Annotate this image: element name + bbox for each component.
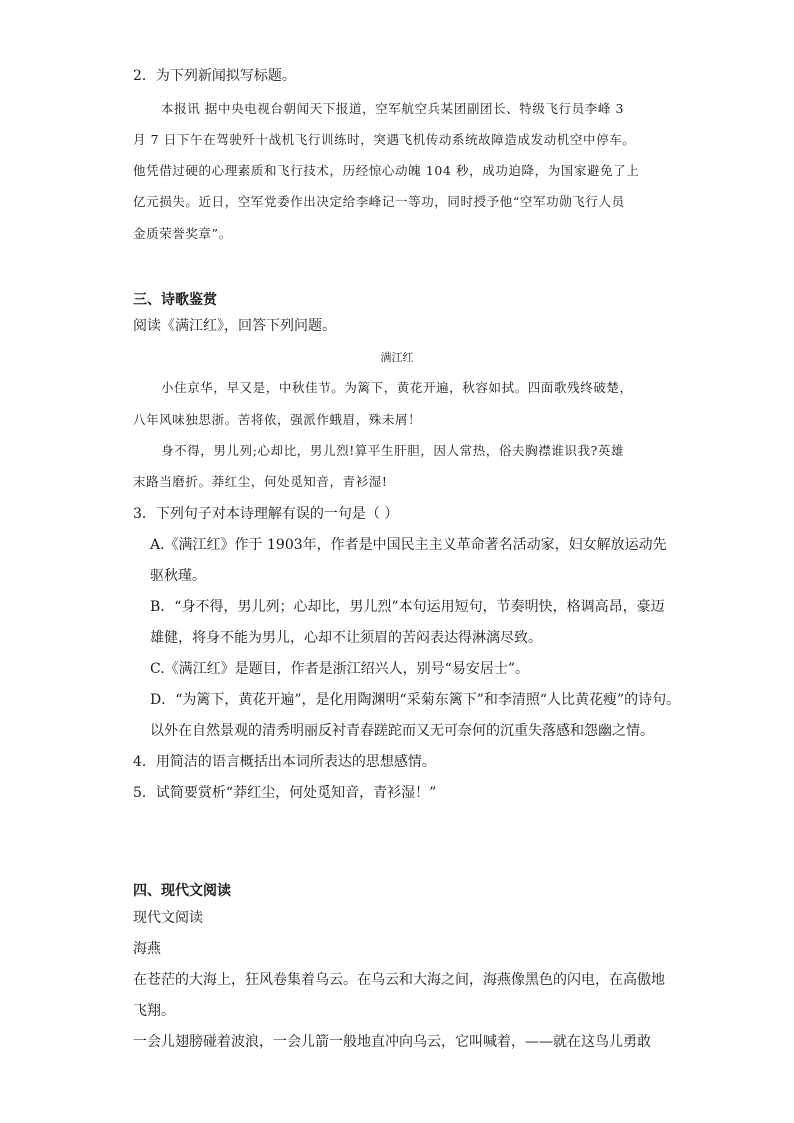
poem-line-3: 身不得，男儿列;心却比，男儿烈!算平生肝胆，因人常热，俗夫胸襟谁识我?英雄 bbox=[161, 443, 625, 458]
option-b-line-2: 雄健，将身不能为男儿，心却不让须眉的苦闷表达得淋漓尽致。 bbox=[150, 630, 542, 646]
option-d-line-2: 以外在自然景观的清秀明丽反衬青春蹉跎而又无可奈何的沉重失落感和怨幽之情。 bbox=[150, 723, 654, 739]
question-4: 4．用简洁的语言概括出本词所表达的思想感情。 bbox=[133, 754, 436, 770]
news-line-5: 金质荣誉奖章”。 bbox=[133, 226, 232, 241]
news-line-2: 月 7 日下午在驾驶歼十战机飞行训练时，突遇飞机传动系统故障造成发动机空中停车。 bbox=[133, 132, 636, 147]
poem-line-1: 小住京华，早又是，中秋佳节。为篱下，黄花开遍，秋容如拭。四面歌残终破楚， bbox=[161, 380, 633, 395]
section-heading-modern: 四、现代文阅读 bbox=[133, 883, 231, 899]
poem-title: 满江红 bbox=[380, 351, 414, 364]
option-c: C.《满江红》是题目，作者是浙江绍兴人，别号“易安居士”。 bbox=[150, 661, 529, 677]
article-line-1: 在苍茫的大海上，狂风卷集着乌云。在乌云和大海之间，海燕像黑色的闪电，在高傲地 bbox=[133, 972, 665, 988]
poetry-intro: 阅读《满江红》，回答下列问题。 bbox=[133, 318, 336, 334]
article-line-3: 一会儿翅膀碰着波浪，一会儿箭一般地直冲向乌云，它叫喊着，——就在这鸟儿勇敢 bbox=[133, 1034, 651, 1050]
poem-line-4: 末路当磨折。莽红尘，何处觅知音，青衫湿! bbox=[133, 474, 388, 489]
news-line-3: 他凭借过硬的心理素质和飞行技术，历经惊心动魄 104 秒，成功迫降，为国家避免了上 bbox=[133, 163, 640, 178]
modern-sub: 现代文阅读 bbox=[133, 910, 203, 926]
option-a-line-2: 驱秋瑾。 bbox=[150, 568, 206, 584]
article-line-2: 飞翔。 bbox=[133, 1003, 175, 1019]
poem-line-2: 八年风味独思浙。苦将侬，强派作蛾眉，殊未屑！ bbox=[133, 412, 422, 427]
section-heading-poetry: 三、诗歌鉴赏 bbox=[133, 292, 217, 308]
option-d-line-1: D．“为篱下，黄花开遍”，是化用陶渊明“采菊东篱下”和李清照“人比黄花瘦”的诗句。 bbox=[150, 692, 681, 708]
question-5: 5．试简要赏析“莽红尘，何处觅知音，青衫湿！” bbox=[133, 785, 437, 801]
news-line-4: 亿元损失。近日，空军党委作出决定给李峰记一等功，同时授予他“空军功勋飞行人员 bbox=[133, 194, 625, 209]
news-line-1: 本报讯 据中央电视台朝闻天下报道，空军航空兵某团副团长、特级飞行员李峰 3 bbox=[161, 101, 625, 116]
question-2: 2．为下列新闻拟写标题。 bbox=[133, 68, 296, 84]
option-a-line-1: A.《满江红》作于 1903年，作者是中国民主主义革命著名活动家，妇女解放运动先 bbox=[150, 537, 667, 553]
option-b-line-1: B．“身不得，男儿列；心却比，男儿烈”本句运用短句，节奏明快，格调高昂，豪迈 bbox=[150, 599, 665, 615]
question-3: 3．下列句子对本诗理解有误的一句是（ ） bbox=[133, 506, 399, 522]
article-title: 海燕 bbox=[133, 941, 161, 957]
